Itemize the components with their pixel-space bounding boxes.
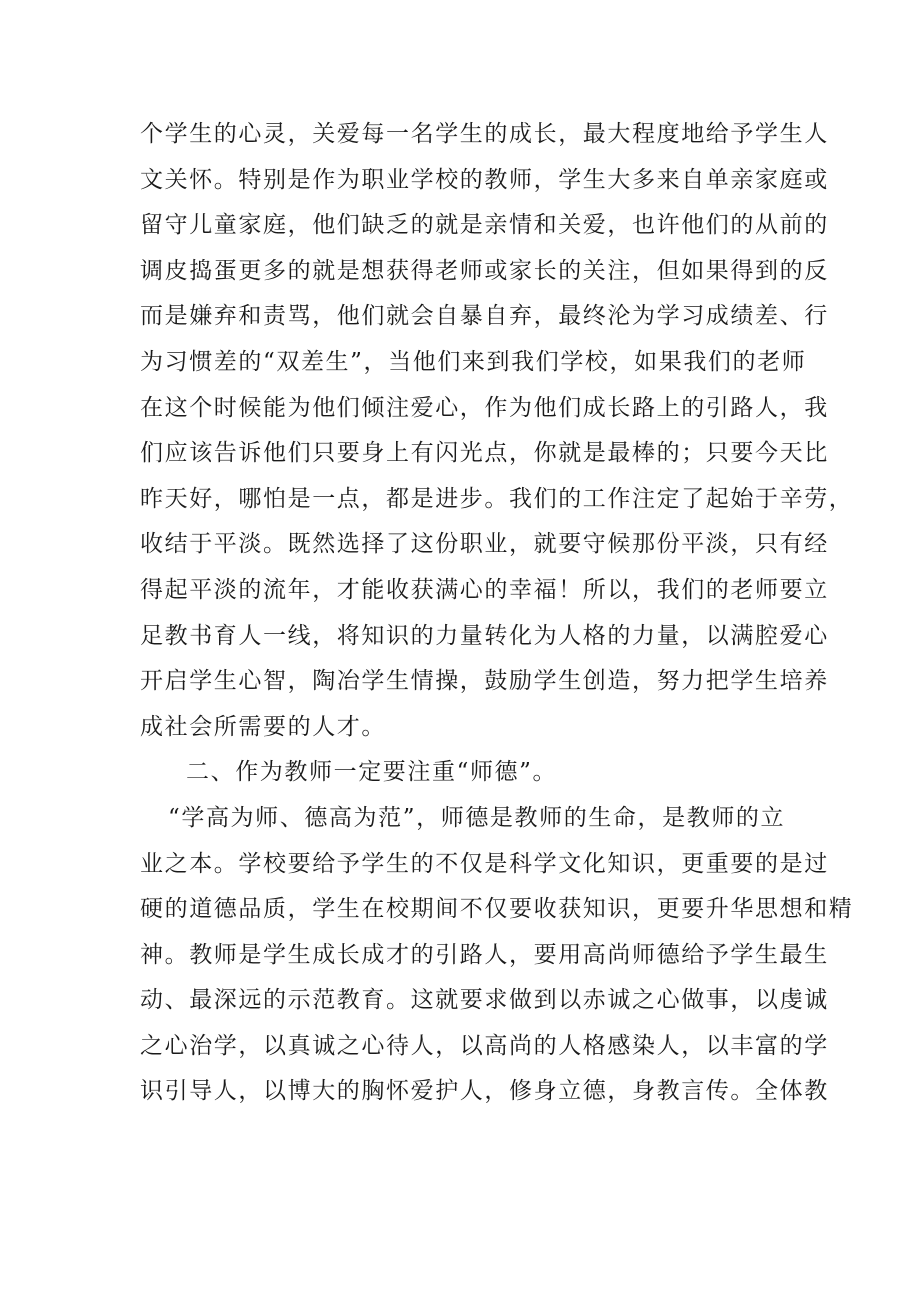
text-line: 留守儿童家庭，他们缺乏的就是亲情和关爱，也许他们的从前的 (140, 212, 829, 239)
text-line: 之心治学，以真诚之心待人，以高尚的人格感染人，以丰富的学 (140, 1032, 829, 1059)
text-line: 业之本。学校要给予学生的不仅是科学文化知识，更重要的是过 (140, 850, 829, 877)
text-line: 个学生的心灵，关爱每一名学生的成长，最大程度地给予学生人 (140, 121, 829, 147)
document-body (140, 112, 854, 1115)
text-line: 调皮捣蛋更多的就是想获得老师或家长的关注，但如果得到的反 (140, 257, 829, 284)
paragraph-care-for-students (140, 112, 854, 750)
text-line: 神。教师是学生成长成才的引路人，要用高尚师德给予学生最生 (140, 941, 829, 968)
text-line: 足教书育人一线，将知识的力量转化为人格的力量，以满腔爱心 (140, 622, 829, 649)
text-line: 开启学生心智，陶冶学生情操，鼓励学生创造，努力把学生培养 (140, 668, 829, 695)
text-line: 在这个时候能为他们倾注爱心，作为他们成长路上的引路人，我 (140, 394, 829, 421)
text-line: 识引导人，以博大的胸怀爱护人，修身立德，身教言传。全体教 (140, 1078, 829, 1105)
section-heading: 二、作为教师一定要注重“师德”。 (186, 759, 558, 786)
text-line: 得起平淡的流年，才能收获满心的幸福！所以，我们的老师要立 (140, 576, 829, 603)
paragraph-teacher-ethics (140, 796, 854, 1115)
text-line: 成社会所需要的人才。 (140, 713, 386, 740)
text-line: 动、最深远的示范教育。这就要求做到以赤诚之心做事，以虔诚 (140, 987, 829, 1014)
text-line: 而是嫌弃和责骂，他们就会自暴自弃，最终沦为学习成绩差、行 (140, 303, 829, 330)
text-line: 昨天好，哪怕是一点，都是进步。我们的工作注定了起始于辛劳， (140, 485, 854, 512)
text-line: 收结于平淡。既然选择了这份职业，就要守候那份平淡，只有经 (140, 531, 829, 558)
text-line: 们应该告诉他们只要身上有闪光点，你就是最棒的；只要今天比 (140, 440, 829, 467)
text-line: 为习惯差的“双差生”，当他们来到我们学校，如果我们的老师 (140, 348, 807, 375)
text-line: 硬的道德品质，学生在校期间不仅要收获知识，更要升华思想和精 (140, 896, 854, 923)
text-line: 文关怀。特别是作为职业学校的教师，学生大多来自单亲家庭或 (140, 166, 829, 193)
text-line: “学高为师、德高为范”，师德是教师的生命，是教师的立 (168, 804, 786, 831)
